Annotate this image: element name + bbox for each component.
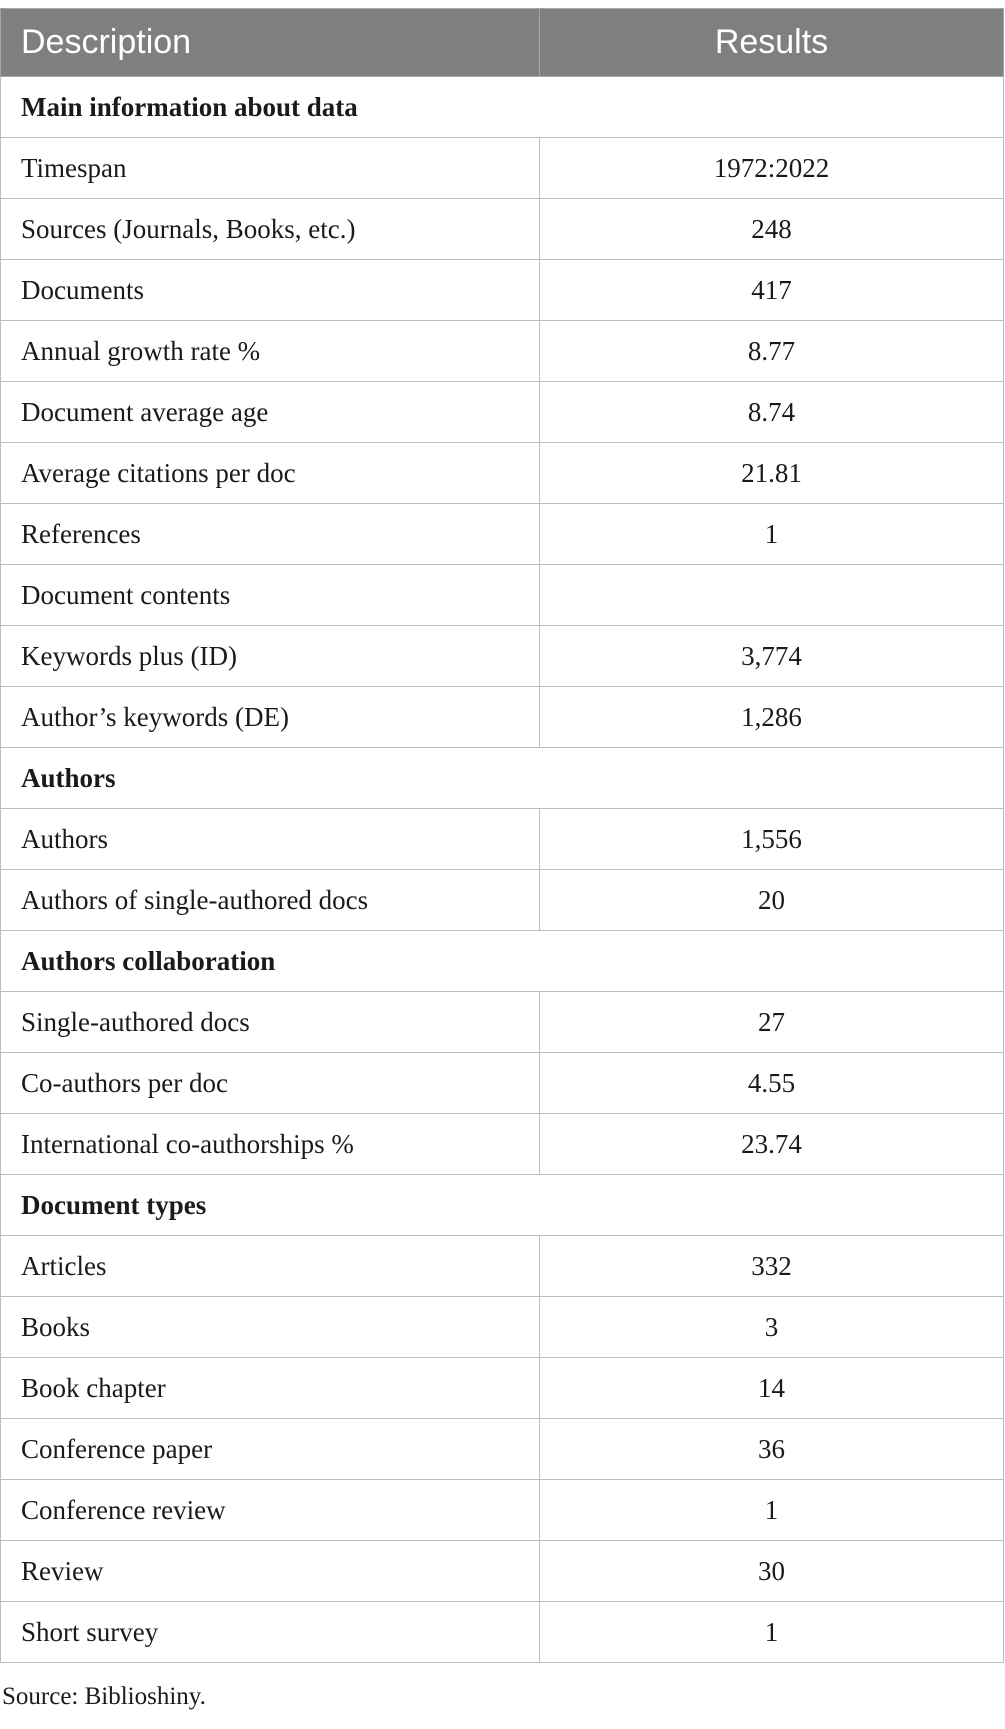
row-description: Conference review [1,1480,540,1541]
row-result: 1972:2022 [540,138,1004,199]
row-description: Sources (Journals, Books, etc.) [1,199,540,260]
table-row [1,992,1004,1053]
row-result: 332 [540,1236,1004,1297]
header-row [1,9,1004,77]
table-row [1,1297,1004,1358]
table-row [1,1541,1004,1602]
row-result: 417 [540,260,1004,321]
row-description: Books [1,1297,540,1358]
section-header-row [1,1175,1004,1236]
table-row [1,870,1004,931]
table-row [1,199,1004,260]
table-row [1,565,1004,626]
row-result: 4.55 [540,1053,1004,1114]
row-result: 1,286 [540,687,1004,748]
row-result: 8.74 [540,382,1004,443]
row-result: 8.77 [540,321,1004,382]
section-title: Document types [1,1175,1004,1236]
row-description: Author’s keywords (DE) [1,687,540,748]
table-row [1,1053,1004,1114]
table-row [1,1236,1004,1297]
section-title: Authors collaboration [1,931,1004,992]
table-header [1,9,1004,77]
row-description: Book chapter [1,1358,540,1419]
row-result: 20 [540,870,1004,931]
row-description: Average citations per doc [1,443,540,504]
table-row [1,687,1004,748]
row-result: 1 [540,504,1004,565]
row-result: 14 [540,1358,1004,1419]
row-description: Timespan [1,138,540,199]
section-header-row [1,748,1004,809]
row-description: Authors of single-authored docs [1,870,540,931]
section-title: Authors [1,748,1004,809]
table-row [1,1602,1004,1663]
row-description: International co-authorships % [1,1114,540,1175]
main-info-table [0,8,1004,1663]
row-description: Co-authors per doc [1,1053,540,1114]
description-column-header: Description [1,9,540,77]
table-row [1,382,1004,443]
row-description: Articles [1,1236,540,1297]
results-column-header: Results [540,9,1004,77]
row-description: Single-authored docs [1,992,540,1053]
row-result: 1 [540,1480,1004,1541]
table-row [1,504,1004,565]
row-description: Authors [1,809,540,870]
table-row [1,321,1004,382]
row-result: 1,556 [540,809,1004,870]
row-description: Document average age [1,382,540,443]
table-row [1,1419,1004,1480]
row-description: Short survey [1,1602,540,1663]
row-result: 21.81 [540,443,1004,504]
row-result: 1 [540,1602,1004,1663]
row-result: 30 [540,1541,1004,1602]
table-row [1,809,1004,870]
row-result: 3,774 [540,626,1004,687]
row-description: References [1,504,540,565]
table-body [1,77,1004,1663]
row-result: 27 [540,992,1004,1053]
row-description: Documents [1,260,540,321]
row-description: Keywords plus (ID) [1,626,540,687]
data-table-container [0,8,1003,1663]
section-header-row [1,77,1004,138]
table-row [1,260,1004,321]
source-note: Source: Biblioshiny. [2,1683,206,1710]
row-result: 23.74 [540,1114,1004,1175]
row-result: 3 [540,1297,1004,1358]
section-header-row [1,931,1004,992]
row-result: 36 [540,1419,1004,1480]
section-title: Main information about data [1,77,1004,138]
table-row [1,1114,1004,1175]
row-description: Conference paper [1,1419,540,1480]
row-result: 248 [540,199,1004,260]
row-description: Document contents [1,565,540,626]
table-row [1,626,1004,687]
row-description: Annual growth rate % [1,321,540,382]
table-row [1,1480,1004,1541]
row-description: Review [1,1541,540,1602]
row-result [540,565,1004,626]
table-row [1,443,1004,504]
table-row [1,1358,1004,1419]
table-row [1,138,1004,199]
